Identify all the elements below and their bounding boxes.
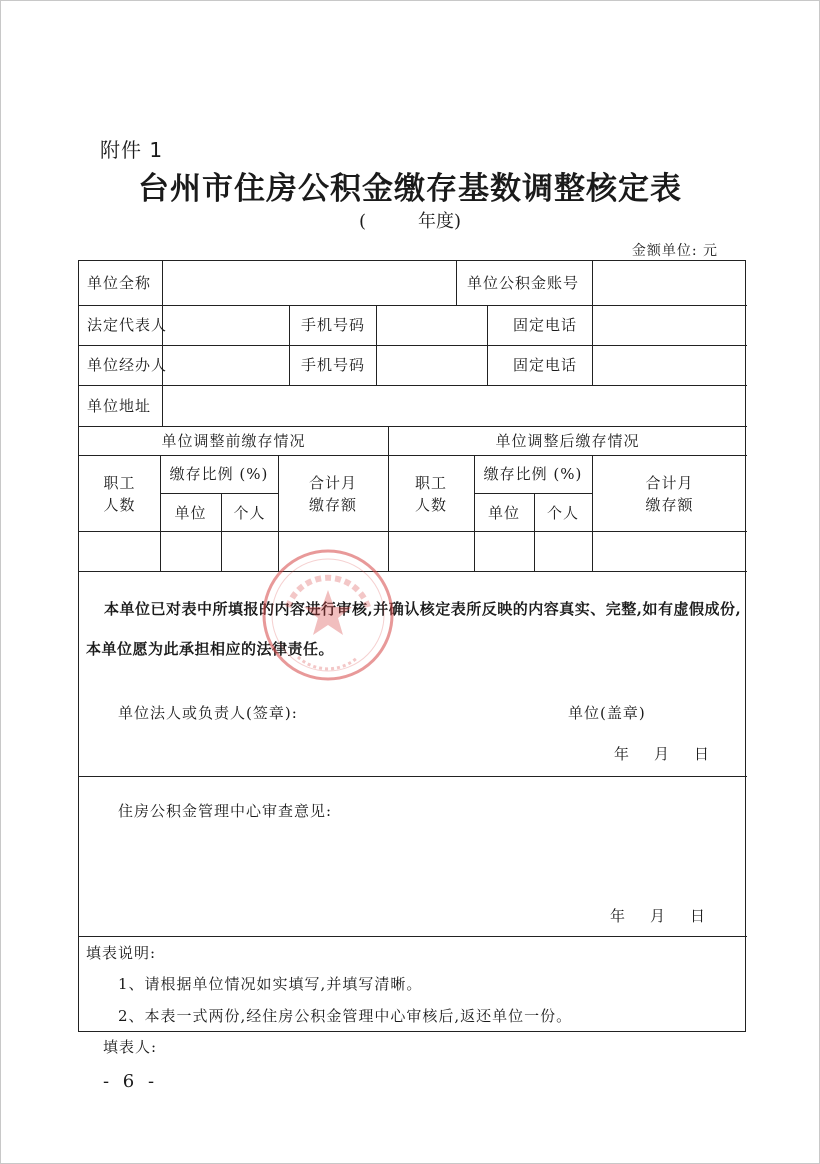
declaration-line-1: 本单位已对表中所填报的内容进行审核,并确认核定表所反映的内容真实、完整,如有虚假成份, (104, 600, 742, 618)
row-line (79, 426, 747, 427)
legal-rep-mobile-field[interactable] (377, 306, 486, 344)
before-ratio-personal-header: 个人 (233, 504, 266, 522)
sub-row-line (160, 493, 278, 494)
after-staff-count-field[interactable] (389, 532, 473, 570)
after-ratio-personal-header: 个人 (546, 504, 579, 522)
declaration-date-year: 年 (614, 745, 631, 763)
col-line (487, 305, 488, 385)
year-close: 年度) (418, 211, 462, 232)
legal-rep-field[interactable] (163, 306, 288, 344)
review-date-day: 日 (690, 907, 707, 925)
review-date-year: 年 (610, 907, 627, 925)
year-line (0, 207, 820, 233)
sub-row-line (474, 493, 592, 494)
unit-name-label: 单位全称 (87, 274, 152, 292)
legal-rep-label: 法定代表人 (87, 316, 168, 334)
attachment-label: 附件 1 (100, 138, 164, 162)
signer-label: 单位法人或负责人(签章): (118, 704, 298, 722)
agent-mobile-field[interactable] (377, 346, 486, 384)
agent-field[interactable] (163, 346, 288, 384)
after-adjust-header: 单位调整后缴存情况 (495, 432, 640, 450)
seal-label: 单位(盖章) (568, 704, 646, 722)
notes-item-1: 1、请根据单位情况如实填写,并填写清晰。 (118, 975, 423, 993)
unit-account-field[interactable] (593, 262, 743, 304)
after-ratio-header: 缴存比例 (%) (483, 465, 583, 483)
notes-item-2: 2、本表一式两份,经住房公积金管理中心审核后,返还单位一份。 (118, 1007, 573, 1025)
review-opinion-field[interactable] (90, 825, 730, 895)
agent-mobile-label: 手机号码 (301, 356, 366, 374)
before-staff-count-header: 职工 人数 (103, 474, 136, 514)
row-line (79, 571, 747, 572)
row-line (79, 776, 747, 777)
amount-unit-note: 金额单位: 元 (631, 243, 718, 259)
legal-rep-landline-field[interactable] (593, 306, 743, 344)
before-monthly-total-header: 合计月 缴存额 (308, 474, 357, 514)
agent-landline-label: 固定电话 (513, 356, 578, 374)
legal-rep-mobile-label: 手机号码 (301, 316, 366, 334)
after-ratio-personal-field[interactable] (535, 532, 591, 570)
after-ratio-unit-field[interactable] (475, 532, 533, 570)
address-field[interactable] (163, 386, 743, 425)
col-line (456, 261, 457, 305)
declaration-date-day: 日 (694, 745, 711, 763)
page-title: 台州市住房公积金缴存基数调整核定表 (138, 171, 682, 207)
before-ratio-unit-header: 单位 (174, 504, 207, 522)
review-opinion-label: 住房公积金管理中心审查意见: (118, 802, 333, 820)
before-adjust-header: 单位调整前缴存情况 (161, 432, 306, 450)
legal-rep-landline-label: 固定电话 (513, 316, 578, 334)
row-line (79, 936, 747, 937)
after-monthly-total-field[interactable] (593, 532, 743, 570)
page-number: - 6 - (103, 1071, 159, 1092)
notes-title: 填表说明: (86, 944, 157, 962)
before-staff-count-field[interactable] (80, 532, 159, 570)
review-date-month: 月 (650, 907, 667, 925)
row-line (79, 455, 747, 456)
declaration-date-month: 月 (654, 745, 671, 763)
agent-landline-field[interactable] (593, 346, 743, 384)
filler-label: 填表人: (103, 1038, 158, 1056)
before-ratio-header: 缴存比例 (%) (169, 465, 269, 483)
official-seal-stamp (258, 545, 398, 685)
after-staff-count-header: 职工 人数 (414, 474, 447, 514)
agent-label: 单位经办人 (87, 356, 168, 374)
after-monthly-total-header: 合计月 缴存额 (645, 474, 694, 514)
before-ratio-unit-field[interactable] (161, 532, 220, 570)
unit-account-label: 单位公积金账号 (467, 274, 580, 292)
after-ratio-unit-header: 单位 (487, 504, 520, 522)
col-line (289, 305, 290, 385)
year-open: ( (358, 211, 366, 232)
address-label: 单位地址 (87, 397, 152, 415)
declaration-line-2: 本单位愿为此承担相应的法律责任。 (86, 640, 335, 658)
unit-name-field[interactable] (163, 262, 455, 304)
